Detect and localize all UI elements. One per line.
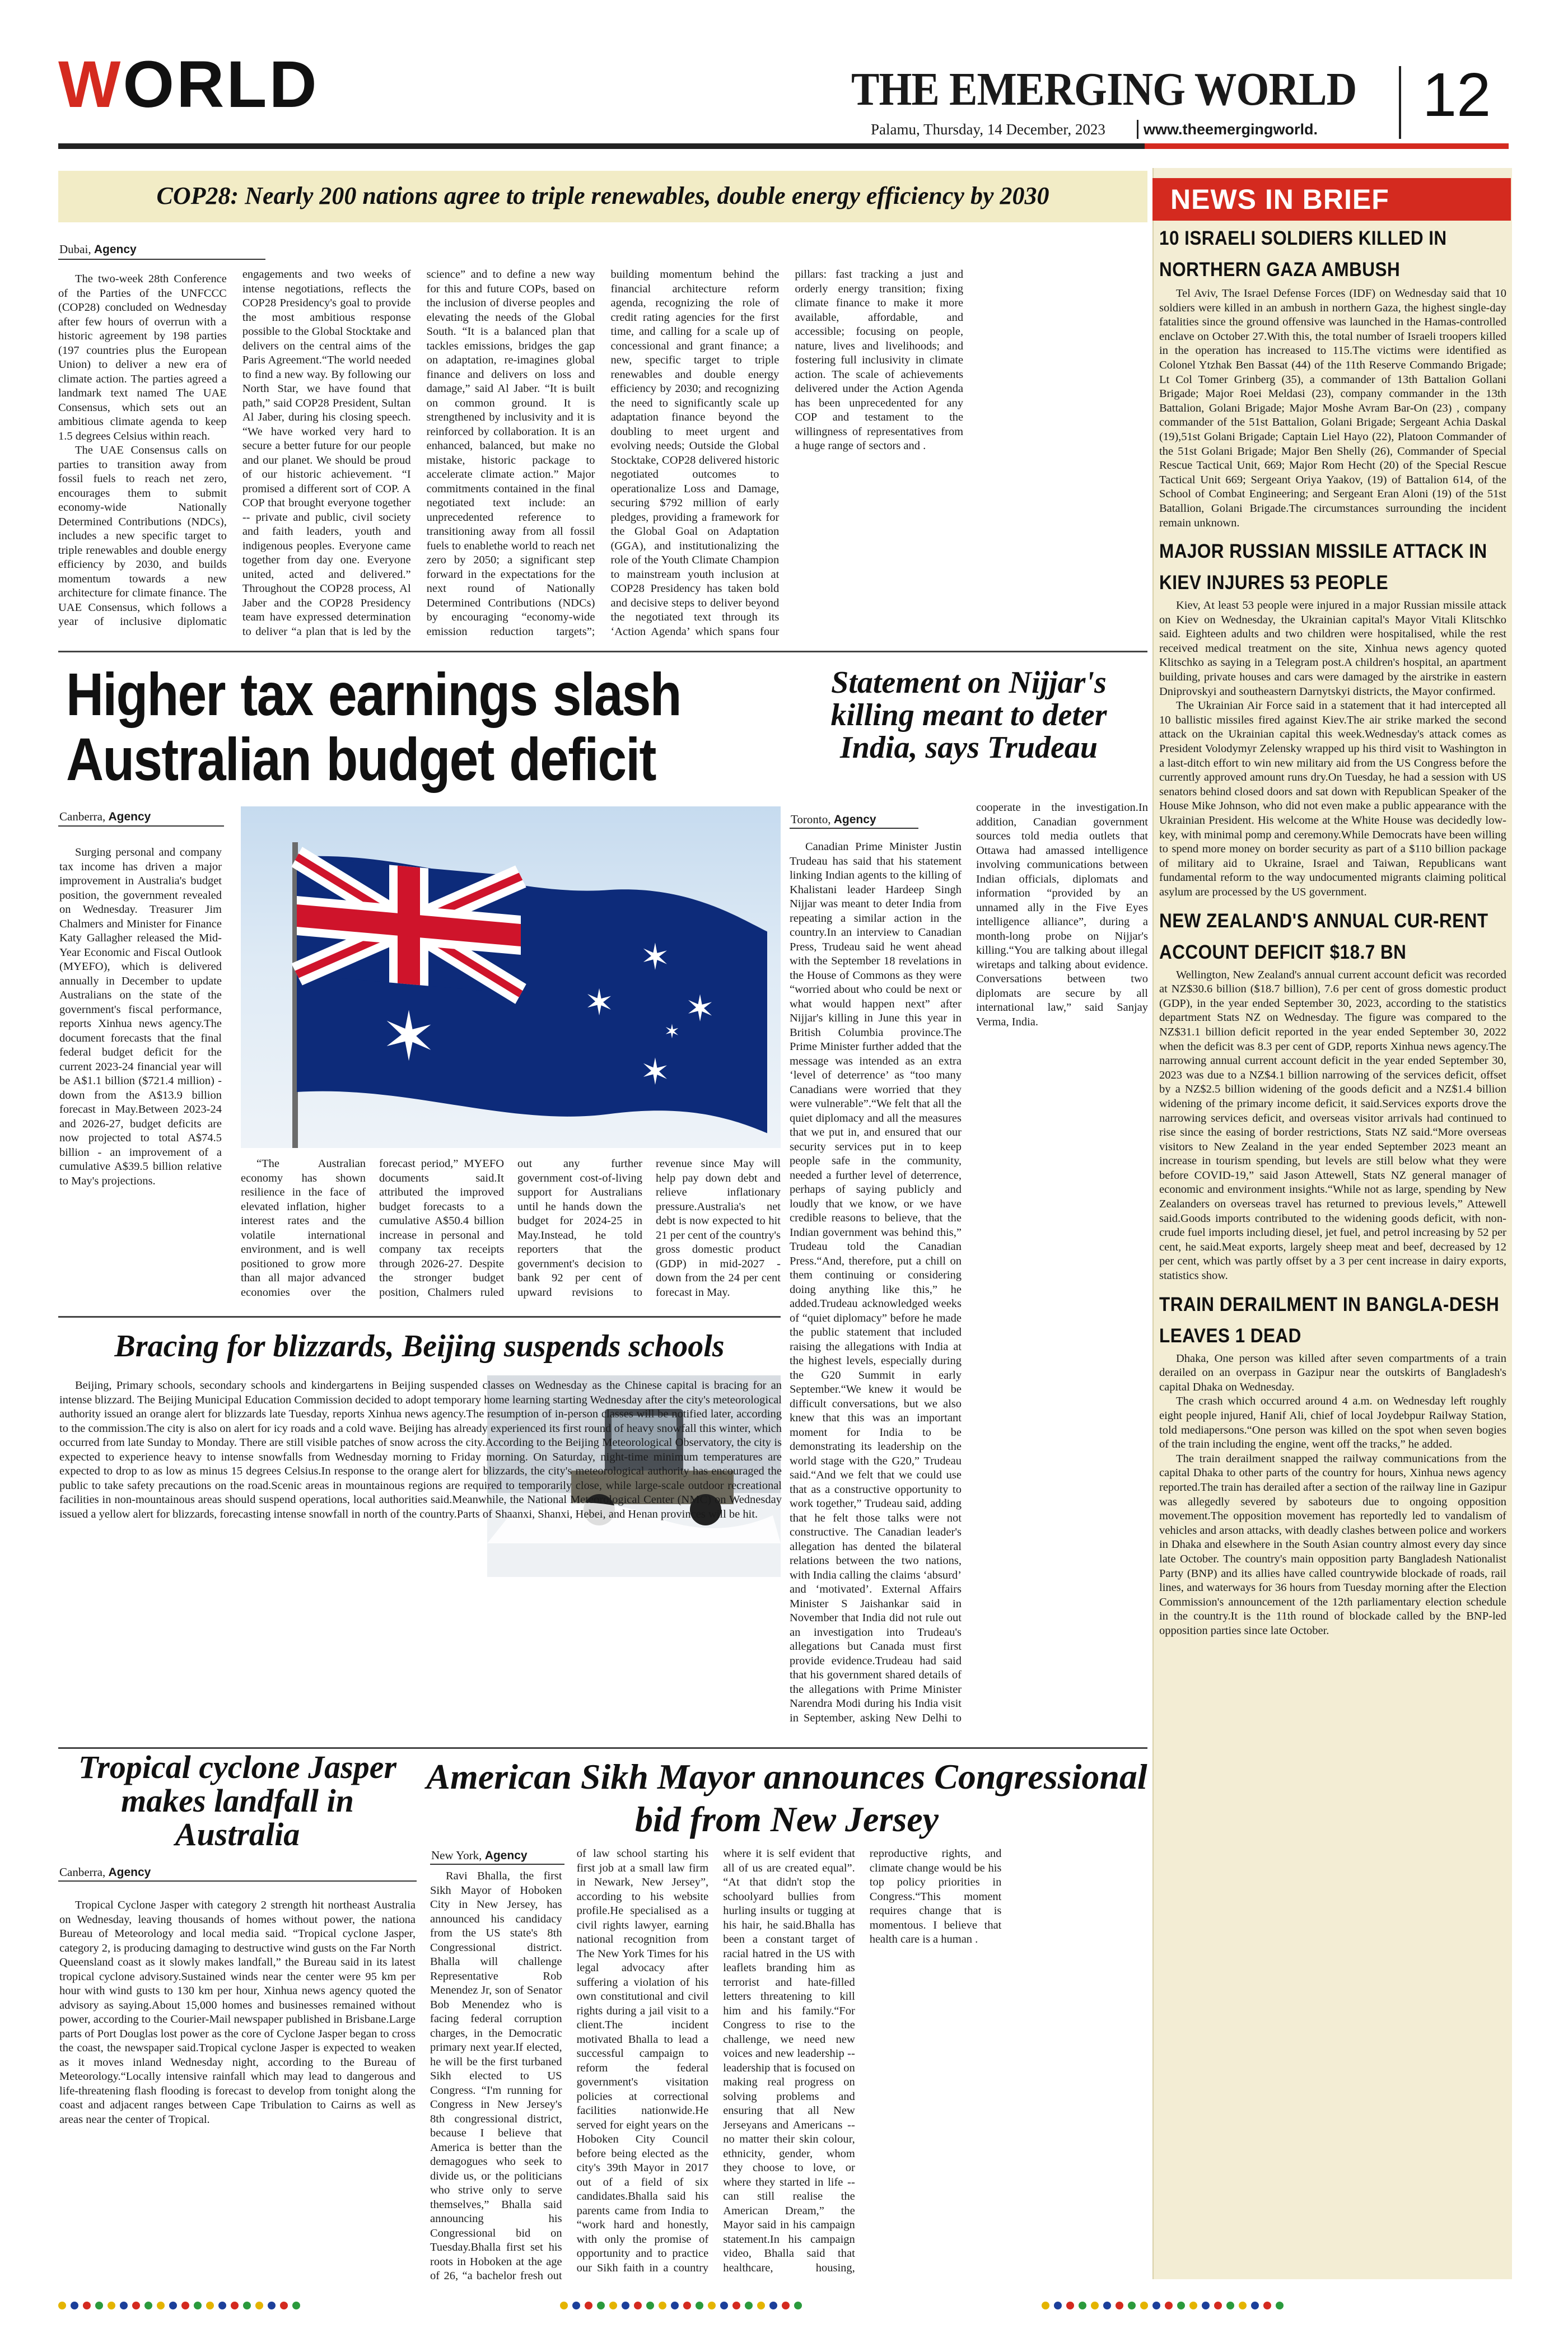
footer-dot [572, 2302, 580, 2309]
footer-dot [708, 2302, 716, 2309]
brief-item-3 [1159, 906, 1506, 1284]
australia-body-cont [241, 1157, 781, 1312]
footer-dot [782, 2302, 790, 2309]
beijing-body: Beijing, Primary schools, secondary schools and kindergartens in Beijing suspended classes on Wednesday as the Chinese capital is bracing for an intense blizzard. The Beijing Municipal Education Commission decided to adopt temporary home learning starting Wednesday after the city's meteorological authority issued an orange alert for blizzards late Tuesday, reports Xinhua news agency.The resumption of in-person classes will be notified later, according to the commission.The city is also on alert for icy roads and a cold wave. Beijing has already experienced its first round of heavy snowfall this winter, which occurred from late Sunday to Monday. There are still visible patches of snow across the city.According to the Beijing Meteorological Observatory, the city is expected to experience heavy to intense snowfalls from Wednesday morning to Friday morning. On Saturday, night-time minimum temperatures are expected to drop to as low as minus 15 degrees Celsius.In response to the orange alert for blizzards, the city's meteorological authority has encouraged the public to take safety precautions on the road.Scenic areas in mountainous regions are required to temporarily close, while large-scale outdoor recreational facilities in non-mountainous areas should suspend operations, local authorities said.Meanwhile, the National Meteorological Center (NMC) on Wednesday issued a yellow alert for blizzards, forecasting intense snowfall in north of the country.Parts of Shaanxi, Shanxi, Hebei, and Henan provinces will be hit. [59, 1379, 782, 1520]
australia-place: Canberra, [59, 810, 106, 823]
svg-text:✶: ✶ [640, 1049, 670, 1095]
cyclone-agency: Agency [108, 1866, 151, 1879]
footer-dot [292, 2302, 300, 2309]
footer-dot-row-right [1042, 2302, 1284, 2309]
footer-dot [1152, 2302, 1160, 2309]
footer-dot [560, 2302, 568, 2309]
cop28-para-2: The UAE Consensus calls on parties to transition away from fossil fuels to reach net zero, encourages them to submit economy-wide Nationally Determined Contributions (NDCs), includes a new specific target to triple renewables and double energy efficiency by 2030, and builds momentum towards a new architecture for climate finance. The UAE Consensus, which follows a year of inclusive diplomatic engagements and two weeks of intense negotiations, reflects the COP28 Presidency's goal to provide the most ambitious response possible to the Global Stocktake and delivers on the central aims of the Paris Agreement.“The world needed to find a new way. By following our North Star, we have found that path,” said COP28 President, Sultan Al Jaber, during his closing speech. “We have worked very hard to secure a better future for our people and our planet. We should be proud of our historic achievement. “I promised a different sort of COP. A COP that brought everyone together -- private and public, civil society and faith leaders, youth and indigenous peoples. Everyone came together from day one. Everyone united, acted and delivered.” Throughout the COP28 process, Al Jaber and the COP28 Presidency team have expressed determination to deliver “a plan that is led by the science” and to define a new way for this and future COPs, based on the inclusion of diverse peoples and elevating the needs of the Global South. “It is a balanced plan that tackles emissions, bridges the gap on adaptation, re-imagines global finance and delivers on loss and damage,” said Al Jaber. “It is built on common ground. It is strengthened by inclusivity and it is reinforced by collaboration. It is an enhanced, balanced, but make no mistake, historic package to accelerate climate action.” Major commitments contained in the final negotiated text include: an unprecedented reference to transitioning away from all fossil fuels to enablethe world to reach net zero by 2050; a significant step forward in the expectations for the next round of Nationally Determined Contributions (NDCs) by encouraging “economy-wide emission reduction targets”; building momentum behind the financial architecture reform agenda, recognizing the role of credit rating agencies for the first time, and calling for a scale up of concessional and grant finance; a new, specific target to triple renewables and double energy efficiency by 2030; and recognizing the need to significantly scale up adaptation finance beyond the doubling to meet urgent and evolving needs; Outside the Global Stocktake, COP28 delivered historic negotiated outcomes to operationalize Loss and Damage, securing $792 million of early pledges, providing a framework for the Global Goal on Adaptation (GGA), and institutionalizing the role of the Youth Climate Champion to mainstream youth inclusion at COP28 Presidency has taken bold and decisive steps to deliver beyond the negotiated text through its ‘Action Agenda’ which spans four pillars: fast tracking a just and orderly energy transition; fixing climate finance to make it more available, affordable, and accessible; focusing on people, nature, lives and livelihoods; and fostering full inclusivity in climate action. The scale of achievements delivered under the Action Agenda has been unprecedented for any COP and testament to the willingness of representatives from a huge range of sectors and . [58, 268, 964, 638]
sikh-body [430, 1847, 1148, 2284]
trudeau-place: Toronto, [791, 813, 831, 826]
brief-item-4 [1159, 1289, 1506, 1639]
footer-dot [1066, 2302, 1074, 2309]
brief-item-4-text-2: The crash which occurred around 4 a.m. on Wednesday left roughly eight people injured, Hanif Ali, chief of local Joydebpur Railway Station, told mediapersons.“One person was killed on the spot when seven bogies of the train including the engine, went off the tracks,” he added. [1159, 1395, 1506, 1451]
australia-dateline [59, 809, 151, 824]
cop28-body [58, 268, 1147, 643]
footer-dot [218, 2302, 226, 2309]
footer-dot [1054, 2302, 1062, 2309]
sikh-text: Ravi Bhalla, the first Sikh Mayor of Hoboken City in New Jersey, has announced his candidacy from the US state's 8th Congressional district. Bhalla will challenge Representative Rob Menendez Jr, son of Senator Bob Menendez who is facing federal corruption charges, in the Democratic primary next year.If elected, he will be the first turbaned Sikh elected to US Congress. “I'm running for Congress in New Jersey's 8th congressional district, because I believe that America is better than the demagogues who seek to divide us, or the politicians who strive only to serve themselves,” Bhalla said announcing his Congressional bid on Tuesday.Bhalla first set his roots in Hoboken at the age of 26, “a bachelor fresh out of law school starting his first job at a small law firm in Newark, New Jersey”, according to his website profile.He specialised as a civil rights lawyer, earning national recognition from The New York Times for his legal advocacy after suffering a violation of his own constitutional and civil rights during a jail visit to a client.The incident motivated Bhalla to lead a successful campaign to reform the federal government's visitation policies at correctional facilities nationwide.He served for eight years on the Hoboken City Council before being elected as the city's 39th Mayor in 2017 out of a field of six candidates.Bhalla said his parents came from India to “work hard and honestly, with only the promise of opportunity and to practice our Sikh faith in a country where it is self evident that all of us are created equal”. “At that didn't stop the schoolyard bullies from hurling insults or tugging at his hair, he said.Bhalla has been a constant target of racial hatred in the US with leaflets branding him as terrorist and hate-filled letters threatening to kill him and his family.“For Congress to rise to the challenge, we need new voices and new leadership -- leadership that is focused on making real progress on solving problems and ensuring that all New Jerseyans and Americans -- no matter their skin colour, ethnicity, gender, whom they choose to love, or where they started in life -- can still realise the American Dream,” the Mayor said in his campaign statement.In his campaign video, Bhalla said that healthcare, housing, reproductive rights, and climate change would be his top policy priorities in Congress.“This moment requires change that is momentous. I believe that health care is a human . [430, 1847, 1002, 2282]
australia-headline: Higher tax earnings slash Australian budget deficit [66, 660, 681, 793]
brief-item-2-text-2: The Ukrainian Air Force said in a statement that it had intercepted all 10 ballistic missiles fired against Kiev.The air strike marked the second attack on the Ukrainian capital this week.Wednesday's attack comes as President Volodymyr Zelensky wrapped up his third visit to Washington in a last-ditch effort to win new military aid from the US Congress before the currently approved amount runs dry.On Tuesday, he had a session with US senators behind closed doors and sat down with Republican Speaker of the House Mike Johnson, who did not even make a public appearance with the Ukrainian President. His welcome at the White House was decidedly low-key, with minimal pomp and ceremony.While Democrats have been willing to spend more money on border security as part of a $110 billion package of military aid to Ukraine, Israel and Taiwan, Republicans want fundamental reform to the way undocumented migrants claiming political asylum are processed by the US government. [1159, 699, 1506, 898]
cyclone-dateline-rule [58, 1880, 417, 1882]
footer-dot [1165, 2302, 1173, 2309]
footer-dot [194, 2302, 202, 2309]
brief-item-4-text: Dhaka, One person was killed after seven compartments of a train derailed on an overpass in Gazipur near the outskirts of Bangladesh's capital Dhaka on Wednesday. [1159, 1352, 1506, 1393]
footer-dot [1189, 2302, 1197, 2309]
footer-dot [1263, 2302, 1271, 2309]
footer-dot [1177, 2302, 1185, 2309]
footer-dot [1116, 2302, 1123, 2309]
australia-para-2: “The Australian economy has shown resilience in the face of elevated inflation, higher interest rates and the volatile international environment, and is well positioned to grow more than all major advanced economies over the forecast period,” MYEFO documents said.It attributed the improved budget forecasts to a cumulative A$50.4 billion increase in personal and company tax receipts through 2026-27. Despite the stronger budget position, Chalmers ruled out any further government cost-of-living support for Australians until he hands down the budget for 2024-25 in May.Instead, he told reporters that the government's decision to bank 92 per cent of upward revisions to revenue since May will help pay down debt and relieve inflationary pressure.Australia's net debt is now expected to hit 21 per cent of the country's gross domestic product (GDP) in mid-2027 - down from the 24 per cent forecast in May. [241, 1158, 781, 1299]
brief-item-4-head: TRAIN DERAILMENT IN BANGLA-DESH LEAVES 1 DEAD [1159, 1293, 1500, 1347]
masthead-date-sep [1137, 120, 1138, 139]
footer-dot [1276, 2302, 1284, 2309]
footer-dot [794, 2302, 802, 2309]
brief-item-3-head: NEW ZEALAND'S ANNUAL CUR-RENT ACCOUNT DEFICIT $18.7 BN [1159, 909, 1488, 963]
footer-dot [1103, 2302, 1111, 2309]
footer-dot [231, 2302, 239, 2309]
page-number: 12 [1422, 60, 1491, 129]
brief-title: NEWS IN BRIEF [1170, 184, 1389, 215]
brief-item-2-head: MAJOR RUSSIAN MISSILE ATTACK IN KIEV INJURES 53 PEOPLE [1159, 540, 1487, 594]
section-title-initial: W [58, 48, 123, 122]
footer-dot [1251, 2302, 1259, 2309]
footer-dot [1239, 2302, 1247, 2309]
footer-dot [255, 2302, 263, 2309]
footer-dot [95, 2302, 103, 2309]
cyclone-body: Tropical Cyclone Jasper with category 2 strength hit northeast Australia on Wednesday, leaving thousands of homes without power, the nationa Bureau of Meteorology and local media said. “Tropical cyclone Jasper, category 2, is producing damaging to destructive wind gusts on the Far North Queensland coast as it slowly makes landfall,” the Bureau said in its latest tropical cyclone advisory.Sustained winds near the center were 95 km per hour with wind gusts to 130 km per hour, Xinhua news agency quoted the advisory as saying.About 15,000 homes and businesses remained without power, according to the Courier-Mail newspaper published in Brisbane.Large parts of Port Douglas lost power as the core of Cyclone Jasper began to cross the coast, the newspaper said.Tropical cyclone Jasper is expected to weaken as it moves inland Wednesday night, according to the Bureau of Meteorology.“Locally intensive rainfall which may lead to dangerous and life-threatening flash flooding is forecast to develop from tonight along the coast and adjacent ranges between Cape Tribulation to Cairns as well as areas near the center of Tropical. [59, 1899, 416, 2126]
cop28-place: Dubai, [59, 242, 91, 256]
section-title-rest: ORLD [123, 48, 319, 122]
brief-column [1159, 223, 1506, 1639]
footer-dot [769, 2302, 777, 2309]
masthead-rule-dark [58, 143, 1145, 149]
footer-dot [1202, 2302, 1210, 2309]
australian-flag-photo [241, 806, 781, 1148]
cyclone-headline: Tropical cyclone Jasper makes landfall in Australia [78, 1749, 397, 1852]
section-divider-2 [58, 1316, 781, 1318]
footer-dot [1214, 2302, 1222, 2309]
footer-dot [609, 2302, 617, 2309]
section-title [58, 48, 319, 122]
footer-dot [1128, 2302, 1136, 2309]
footer-dot-row-left [58, 2302, 300, 2309]
masthead-rule-red [1145, 143, 1509, 149]
footer-dot [1079, 2302, 1086, 2309]
footer-dot [1042, 2302, 1049, 2309]
cop28-dateline-rule [58, 259, 265, 260]
footer-dot [732, 2302, 740, 2309]
sikh-agency: Agency [484, 1849, 528, 1862]
footer-dot [757, 2302, 765, 2309]
footer-dot-row-mid [560, 2302, 802, 2309]
svg-text:✶: ✶ [664, 1020, 680, 1044]
footer-dot [144, 2302, 152, 2309]
cop28-agency: Agency [94, 243, 137, 256]
footer-dot [157, 2302, 165, 2309]
footer-dot [268, 2302, 276, 2309]
trudeau-body [790, 801, 1148, 1730]
footer-dot [83, 2302, 91, 2309]
masthead-date: Palamu, Thursday, 14 December, 2023 [871, 121, 1105, 138]
footer-dot [683, 2302, 691, 2309]
footer-dot [169, 2302, 177, 2309]
footer-dot [108, 2302, 115, 2309]
footer-dot [597, 2302, 605, 2309]
australia-para-1: Surging personal and company tax income has driven a major improvement in Australia's budget position, the government revealed on Wednesday. Treasurer Jim Chalmers and Minister for Finance Katy Gallagher released the Mid-Year Economic and Fiscal Outlook (MYEFO), which is delivered annually in December to update Australians on the state of the government's fiscal performance, reports Xinhua news agency.The document forecasts that the final federal budget deficit for the current 2023-24 financial year will be A$1.1 billion ($721.4 million) - down from the A$13.9 billion forecast in May.Between 2023-24 and 2026-27, budget deficits are now projected to total A$74.5 billion - an improvement of a cumulative A$39.5 billion relative to May's projections. [59, 846, 222, 1187]
brief-item-2 [1159, 536, 1506, 899]
masthead-website[interactable]: www.theemergingworld. [1144, 121, 1318, 138]
australian-flag-image [241, 806, 781, 1148]
footer-dot [132, 2302, 140, 2309]
cyclone-dateline [59, 1865, 151, 1880]
cop28-para-1: The two-week 28th Conference of the Parties of the UNFCCC (COP28) concluded on Wednesday after few hours of overrun with a historic agreement by 198 parties (197 countries plus the European Union) to deliver a new era of climate action. The parties agreed a landmark text named The UAE Consensus, which sets out an ambitious climate agenda to keep 1.5 degrees Celsius within reach. [58, 273, 227, 442]
footer-dot [1091, 2302, 1099, 2309]
sikh-place: New York, [431, 1849, 482, 1862]
brief-item-1-text: Tel Aviv, The Israel Defense Forces (IDF) on Wednesday said that 10 soldiers were killed in an ambush in northern Gaza, the highest single-day fatalities since the ground offensive was launched in the Hamas-controlled enclave on October 27.With this, the total number of Israeli troopers killed in the operation has increased to 115.The victims were identified as Colonel Ytzhak Ben Bassat (44) of the 11th Reserve Commando Brigade; Lt Col Tomer Grinberg (35), a commander of 13th Battalion Gollani Brigade; Major Roei Meldasi (23), company commander in the 13th Battalion, Golani Brigade; Major Moshe Avram Bar-On (23) , company commander of the 51st Battalion, Golani Brigade; Sergeant Achia Daskal (19),51st Golani Brigade; Captain Liel Hayo (22), Platoon Commander of the 51st Golani Brigade; Major Ben Shelly (26), Commander of Special Rescue Tactical Unit, 669; Major Rom Hecht (20) of the Special Rescue Tactical Unit 669; Sergeant Oriya Yaakov, (19) of Battalion 614, of the School of Combat Engineering; and Sergeant Eran Aloni (19) of the 51st Batallion, Golani Brigade.The circumstances surrounding the incident remain unknown. [1159, 287, 1506, 529]
australia-agency: Agency [108, 810, 151, 823]
footer-dot [206, 2302, 214, 2309]
paper-name: THE EMERGING WORLD [851, 63, 1357, 115]
brief-item-1-head: 10 ISRAELI SOLDIERS KILLED IN NORTHERN GAZA AMBUSH [1159, 227, 1447, 281]
beijing-headline: Bracing for blizzards, Beijing suspends schools [114, 1329, 725, 1364]
footer-dot [585, 2302, 592, 2309]
trudeau-headline: Statement on Nijjar's killing meant to deter India, says Trudeau [830, 665, 1107, 765]
footer-dot [646, 2302, 654, 2309]
brief-item-2-text: Kiev, At least 53 people were injured in a major Russian missile attack on Kiev on Wednesday, the Ukrainian capital's Mayor Vitali Klitschko said. Eighteen adults and two children were hospitalised, while the rest received medical treatment on the site, Xinhua news agency quoted Klitschko as saying in a Telegram post.A children's hospital, an apartment building, private houses and cars were damaged by the airstrike in eastern Dniprovskyi and southeastern Darnytskyi districts, the Mayor confirmed. [1159, 599, 1506, 698]
australia-dateline-rule [58, 825, 224, 827]
trudeau-text: Canadian Prime Minister Justin Trudeau has said that his statement linking Indian agents to the killing of Khalistani leader Hardeep Singh Nijjar was meant to deter India from repeating a similar action in the country.In an interview to Canadian Press, Trudeau said he went ahead with the September 18 revelations in the House of Commons as they were “worried about who could be next or what would happen next” after Nijjar's killing in June this year in British Columbia province.The Prime Minister further added that the message was intended as an extra ‘level of deterrence’ as “too many Canadians were worried that they were vulnerable”.“We felt that all the quiet diplomacy and all the measures that we put in, and ensured that our security services put in to keep people safe in the community, needed a further level of deterrence, perhaps of saying publicly and loudly that we know, or we have credible reasons to believe, that the Indian government was behind this,” Trudeau told the Canadian Press.“And, therefore, put a chill on them continuing or considering doing anything like this,” he added.Trudeau acknowledged weeks of “quiet diplomacy” before he made the public statement that included raising the allegations with India at the highest levels, especially during the G20 Summit in early September.“We knew it would be difficult conversations, but we also knew that this was an important moment for India to be demonstrating its leadership on the world stage with the G20,” Trudeau said.“And we felt that we could use that as a constructive opportunity to work together,” Trudeau said, adding that he felt those talks were not constructive. The Canadian leader's allegation has dented the bilateral relations between the two nations, with India calling the claims ‘absurd’ and ‘motivated’. External Affairs Minister S Jaishankar said in November that India did not rule out an investigation into Trudeau's allegations but Canada must first provide evidence.Trudeau had said that his government shared details of the allegations with Prime Minister Narendra Modi during his India visit in September, asking New Delhi to cooperate in the investigation.In addition, Canadian government sources told media outlets that Ottawa had amassed intelligence involving communications between Indian officials, diplomats and information “provided by an unnamed ally in the Five Eyes intelligence alliance”, during a month-long probe on Nijjar's killing.“You are talking about illegal wiretaps and talking about evidence. Conversations between two diplomats are secure by all international law,” said Sanjay Verma, India. [790, 801, 1148, 1724]
masthead-divider [1399, 66, 1401, 139]
svg-text:✶: ✶ [685, 986, 715, 1032]
cop28-headline: COP28: Nearly 200 nations agree to triple renewables, double energy efficiency by 2030 [156, 182, 1049, 209]
section-divider-1 [58, 651, 1147, 652]
footer-dot [58, 2302, 66, 2309]
svg-text:✶: ✶ [640, 935, 670, 980]
svg-text:✶: ✶ [380, 995, 437, 1079]
brief-item-3-text: Wellington, New Zealand's annual current account deficit was recorded at NZ$30.6 billion ($18.7 billion), 7.6 per cent of gross domestic product (GDP), in the year ended September 30, 2023, according to the statistics department Stats NZ on Wednesday. The figure was compared to the NZ$31.1 billion deficit reported in the year ended September 30, 2022 when the deficit was 8.3 per cent of GDP, reports Xinhua news agency.The narrowing annual current account deficit in the year ended September 30, 2023 was due to a NZ$4.1 billion narrowing of the services deficit, offset by a NZ$2.5 billion widening of the goods deficit and a NZ$1.4 billion widening of the primary income deficit, it said.Services exports drove the narrowing services deficit, and overseas visitor arrivals had continued to rise since the easing of border restrictions, Stats NZ said.“More overseas visitors to New Zealand in the year ended September 2023 meant an increase in tourism spending, but levels are still below what they were before COVID-19,” said Jason Attewell, Stats NZ general manager of economic and environment insights.“While not as large, spending by New Zealanders on overseas travel has returned to previous levels,” Attewell said.Goods imports contributed to the widening goods deficit, with non-crude fuel imports including diesel, jet fuel, and petrol increasing by 52 per cent, he said.Meat exports, largely sheep meat and beef, decreased by 12 per cent, which was partly offset by a 3 per cent increase in dairy exports, statistics show. [1159, 968, 1506, 1282]
footer-dot [1226, 2302, 1234, 2309]
footer-dot [181, 2302, 189, 2309]
footer-dot [622, 2302, 629, 2309]
cyclone-place: Canberra, [59, 1865, 106, 1879]
brief-item-4-text-3: The train derailment snapped the railway communications from the capital Dhaka to other parts of the country for hours, Xinhua news agency reported.The train has derailed after a section of the railway line in Gazipur was allegedly severed by saboteurs due to ongoing opposition movement.The opposition movement has reportedly led to vandalism of vehicles and arson attacks, with deadly clashes between police and workers in Dhaka and elsewhere in the South Asian country almost every day since late October. The country's main opposition party Bangladesh Nationalist Party (BNP) and its allies have called countrywide blockade of roads, rail lines, and waterways for 36 hours from Tuesday morning after the Election Commission's announcement of the 12th parliamentary election schedule in the country.It is the 11th round of blockade called by the BNP-led opposition parties since late October. [1159, 1452, 1506, 1637]
sikh-headline: American Sikh Mayor announces Congressional bid from New Jersey [426, 1757, 1147, 1839]
footer-dot [696, 2302, 703, 2309]
cop28-dateline [59, 242, 137, 257]
footer-dot [659, 2302, 666, 2309]
footer-dot [671, 2302, 679, 2309]
footer-dot [243, 2302, 251, 2309]
footer-dot [71, 2302, 78, 2309]
footer-dot [280, 2302, 288, 2309]
brief-item-1 [1159, 223, 1506, 530]
trudeau-agency: Agency [833, 813, 876, 826]
footer-dot [745, 2302, 753, 2309]
footer-dot [120, 2302, 128, 2309]
footer-dot [1140, 2302, 1148, 2309]
footer-dot [720, 2302, 728, 2309]
svg-text:✶: ✶ [584, 981, 614, 1025]
footer-dot [634, 2302, 642, 2309]
